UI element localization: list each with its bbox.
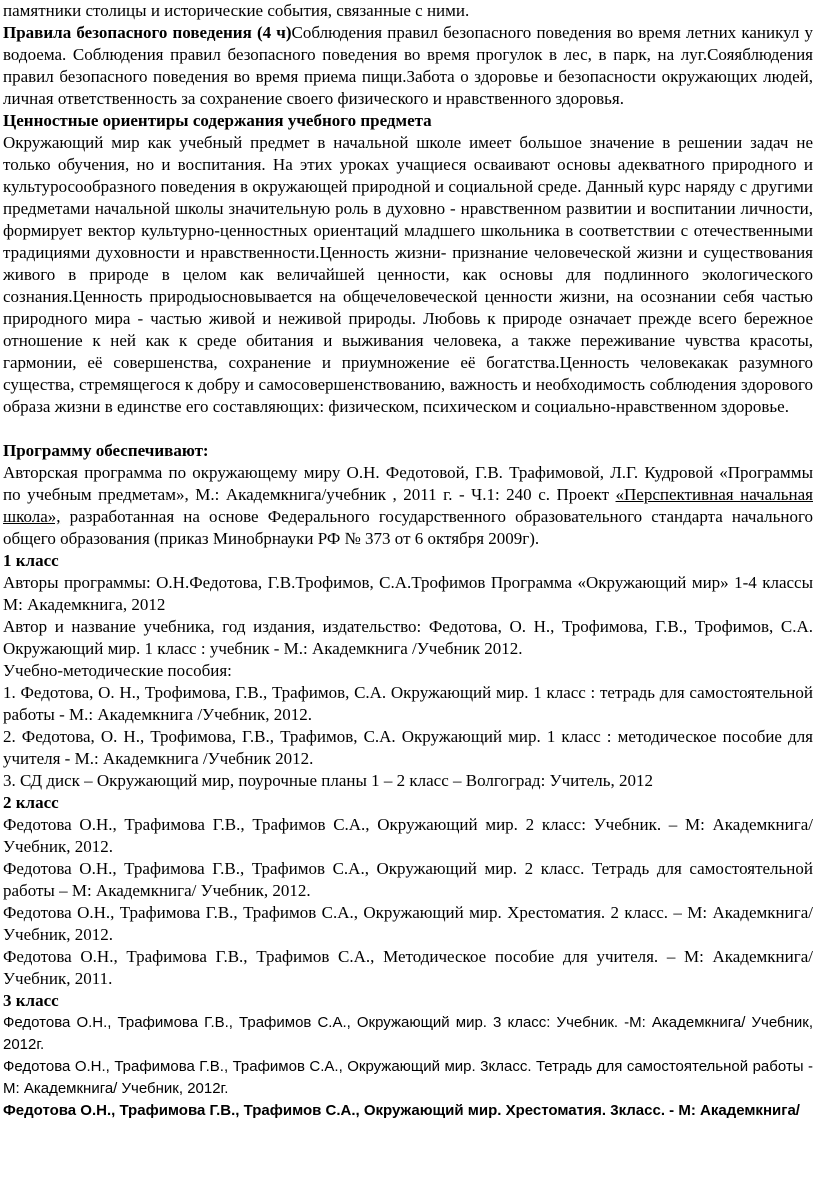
- grade-1-aids-label: Учебно-методические пособия:: [3, 661, 232, 680]
- grade-2-item: Федотова О.Н., Трафимова Г.В., Трафимов С.А., Окружающий мир. 2 класс. Тетрадь для самостоятельной работы – М: Академкнига/ Учебник, 2012.: [3, 859, 813, 900]
- grade-1-aid-2: 2. Федотова, О. Н., Трофимова, Г.В., Трафимов, С.А. Окружающий мир. 1 класс : методическое пособие для учителя - М.: Академкнига /Учебник 2012.: [3, 727, 813, 768]
- program-description: [3, 462, 813, 550]
- values-text: Окружающий мир как учебный предмет в начальной школе имеет большое значение в решении задач не только обучения, но и воспитания. На этих уроках учащиеся осваивают основы адекватного природного и культуросообразного поведения в окружающей природной и социальной среде. Данный курс наряду с другими предметами начальной школы значительную роль в духовно - нравственном развитии и воспитании личности, формирует вектор культурно-ценностных ориентаций младшего школьника в соответствии с отечественными традициями духовности и нравственности.Ценность жизни- признание человеческой жизни и существования живого в природе в целом как величайшей ценности, как основы для подлинного экологического сознания.Ценность природыосновывается на общечеловеческой ценности жизни, на осознании себя частью природного мира - частью живой и неживой природы. Любовь к природе означает прежде всего бережное отношение к ней как к среде обитания и выживания человека, а также переживание чувства красоты, гармонии, её совершенства, сохранение и приумножение её богатства.Ценность человекакак разумного существа, стремящегося к добру и самосовершенствованию, важность и необходимость соблюдения здорового образа жизни в единстве его составляющих: физическом, психическом и социально-нравственном здоровье.: [3, 133, 813, 416]
- safety-rules-heading: Правила безопасного поведения (4 ч): [3, 23, 292, 42]
- values-heading: Ценностные ориентиры содержания учебного предмета: [3, 111, 432, 130]
- grade-3-item: Федотова О.Н., Трафимова Г.В., Трафимов С.А., Окружающий мир. Хрестоматия. 3класс. - М: Академкнига/: [3, 1102, 800, 1119]
- grade-1-authors: Авторы программы: О.Н.Федотова, Г.В.Трофимов, С.А.Трофимов Программа «Окружающий мир» 1-4 классы М: Академкнига, 2012: [3, 573, 813, 614]
- grade-3-heading: 3 класс: [3, 991, 59, 1010]
- project-link[interactable]: «Перспективная начальная школа»,: [3, 485, 813, 526]
- program-description-text-end: разработанная на основе Федерального государственного образовательного стандарта начального общего образования (приказ Минобрнауки РФ № 373 от 6 октября 2009г).: [3, 507, 813, 548]
- grade-1-heading: 1 класс: [3, 551, 59, 570]
- grade-3-item: Федотова О.Н., Трафимова Г.В., Трафимов С.А., Окружающий мир. 3класс. Тетрадь для самостоятельной работы - М: Академкнига/ Учебник, 2012г.: [3, 1058, 813, 1097]
- grade-1-textbook: Автор и название учебника, год издания, издательство: Федотова, О. Н., Трофимова, Г.В., Трофимов, С.А. Окружающий мир. 1 класс : учебник - М.: Академкнига /Учебник 2012.: [3, 617, 813, 658]
- paragraph-safety-rules: [3, 22, 813, 110]
- safety-rules-text: Соблюдения правил безопасного поведения во время летних каникул у водоема. Соблюдения правил безопасного поведения во время прогулок в лес, в парк, на луг.Сояяблюдения правил безопасного поведения во время приема пищи.Забота о здоровье и безопасности окружающих людей, личная ответственность за сохранение своего физического и нравственного здоровья.: [3, 23, 813, 108]
- grade-2-item: Федотова О.Н., Трафимова Г.В., Трафимов С.А., Окружающий мир. Хрестоматия. 2 класс. – М: Академкнига/ Учебник, 2012.: [3, 903, 813, 944]
- grade-2-item: Федотова О.Н., Трафимова Г.В., Трафимов С.А., Методическое пособие для учителя. – М: Академкнига/ Учебник, 2011.: [3, 947, 813, 988]
- grade-3-item: Федотова О.Н., Трафимова Г.В., Трафимов С.А., Окружающий мир. 3 класс: Учебник. -М: Академкнига/ Учебник, 2012г.: [3, 1014, 813, 1053]
- support-heading: Программу обеспечивают:: [3, 441, 209, 460]
- grade-1-aid-1: 1. Федотова, О. Н., Трофимова, Г.В., Трафимов, С.А. Окружающий мир. 1 класс : тетрадь для самостоятельной работы - М.: Академкнига /Учебник, 2012.: [3, 683, 813, 724]
- paragraph-intro-tail: памятники столицы и исторические события, связанные с ними.: [3, 1, 470, 20]
- grade-2-heading: 2 класс: [3, 793, 59, 812]
- grade-1-aid-3: 3. СД диск – Окружающий мир, поурочные планы 1 – 2 класс – Волгоград: Учитель, 2012: [3, 771, 653, 790]
- grade-2-item: Федотова О.Н., Трафимова Г.В., Трафимов С.А., Окружающий мир. 2 класс: Учебник. – М: Академкнига/ Учебник, 2012.: [3, 815, 813, 856]
- spacer: [3, 418, 813, 440]
- program-description-text: Авторская программа по окружающему миру О.Н. Федотовой, Г.В. Трафимовой, Л.Г. Кудровой «Программы по учебным предметам», М.: Академкнига/учебник , 2011 г. - Ч.1: 240 с. Проект: [3, 463, 813, 504]
